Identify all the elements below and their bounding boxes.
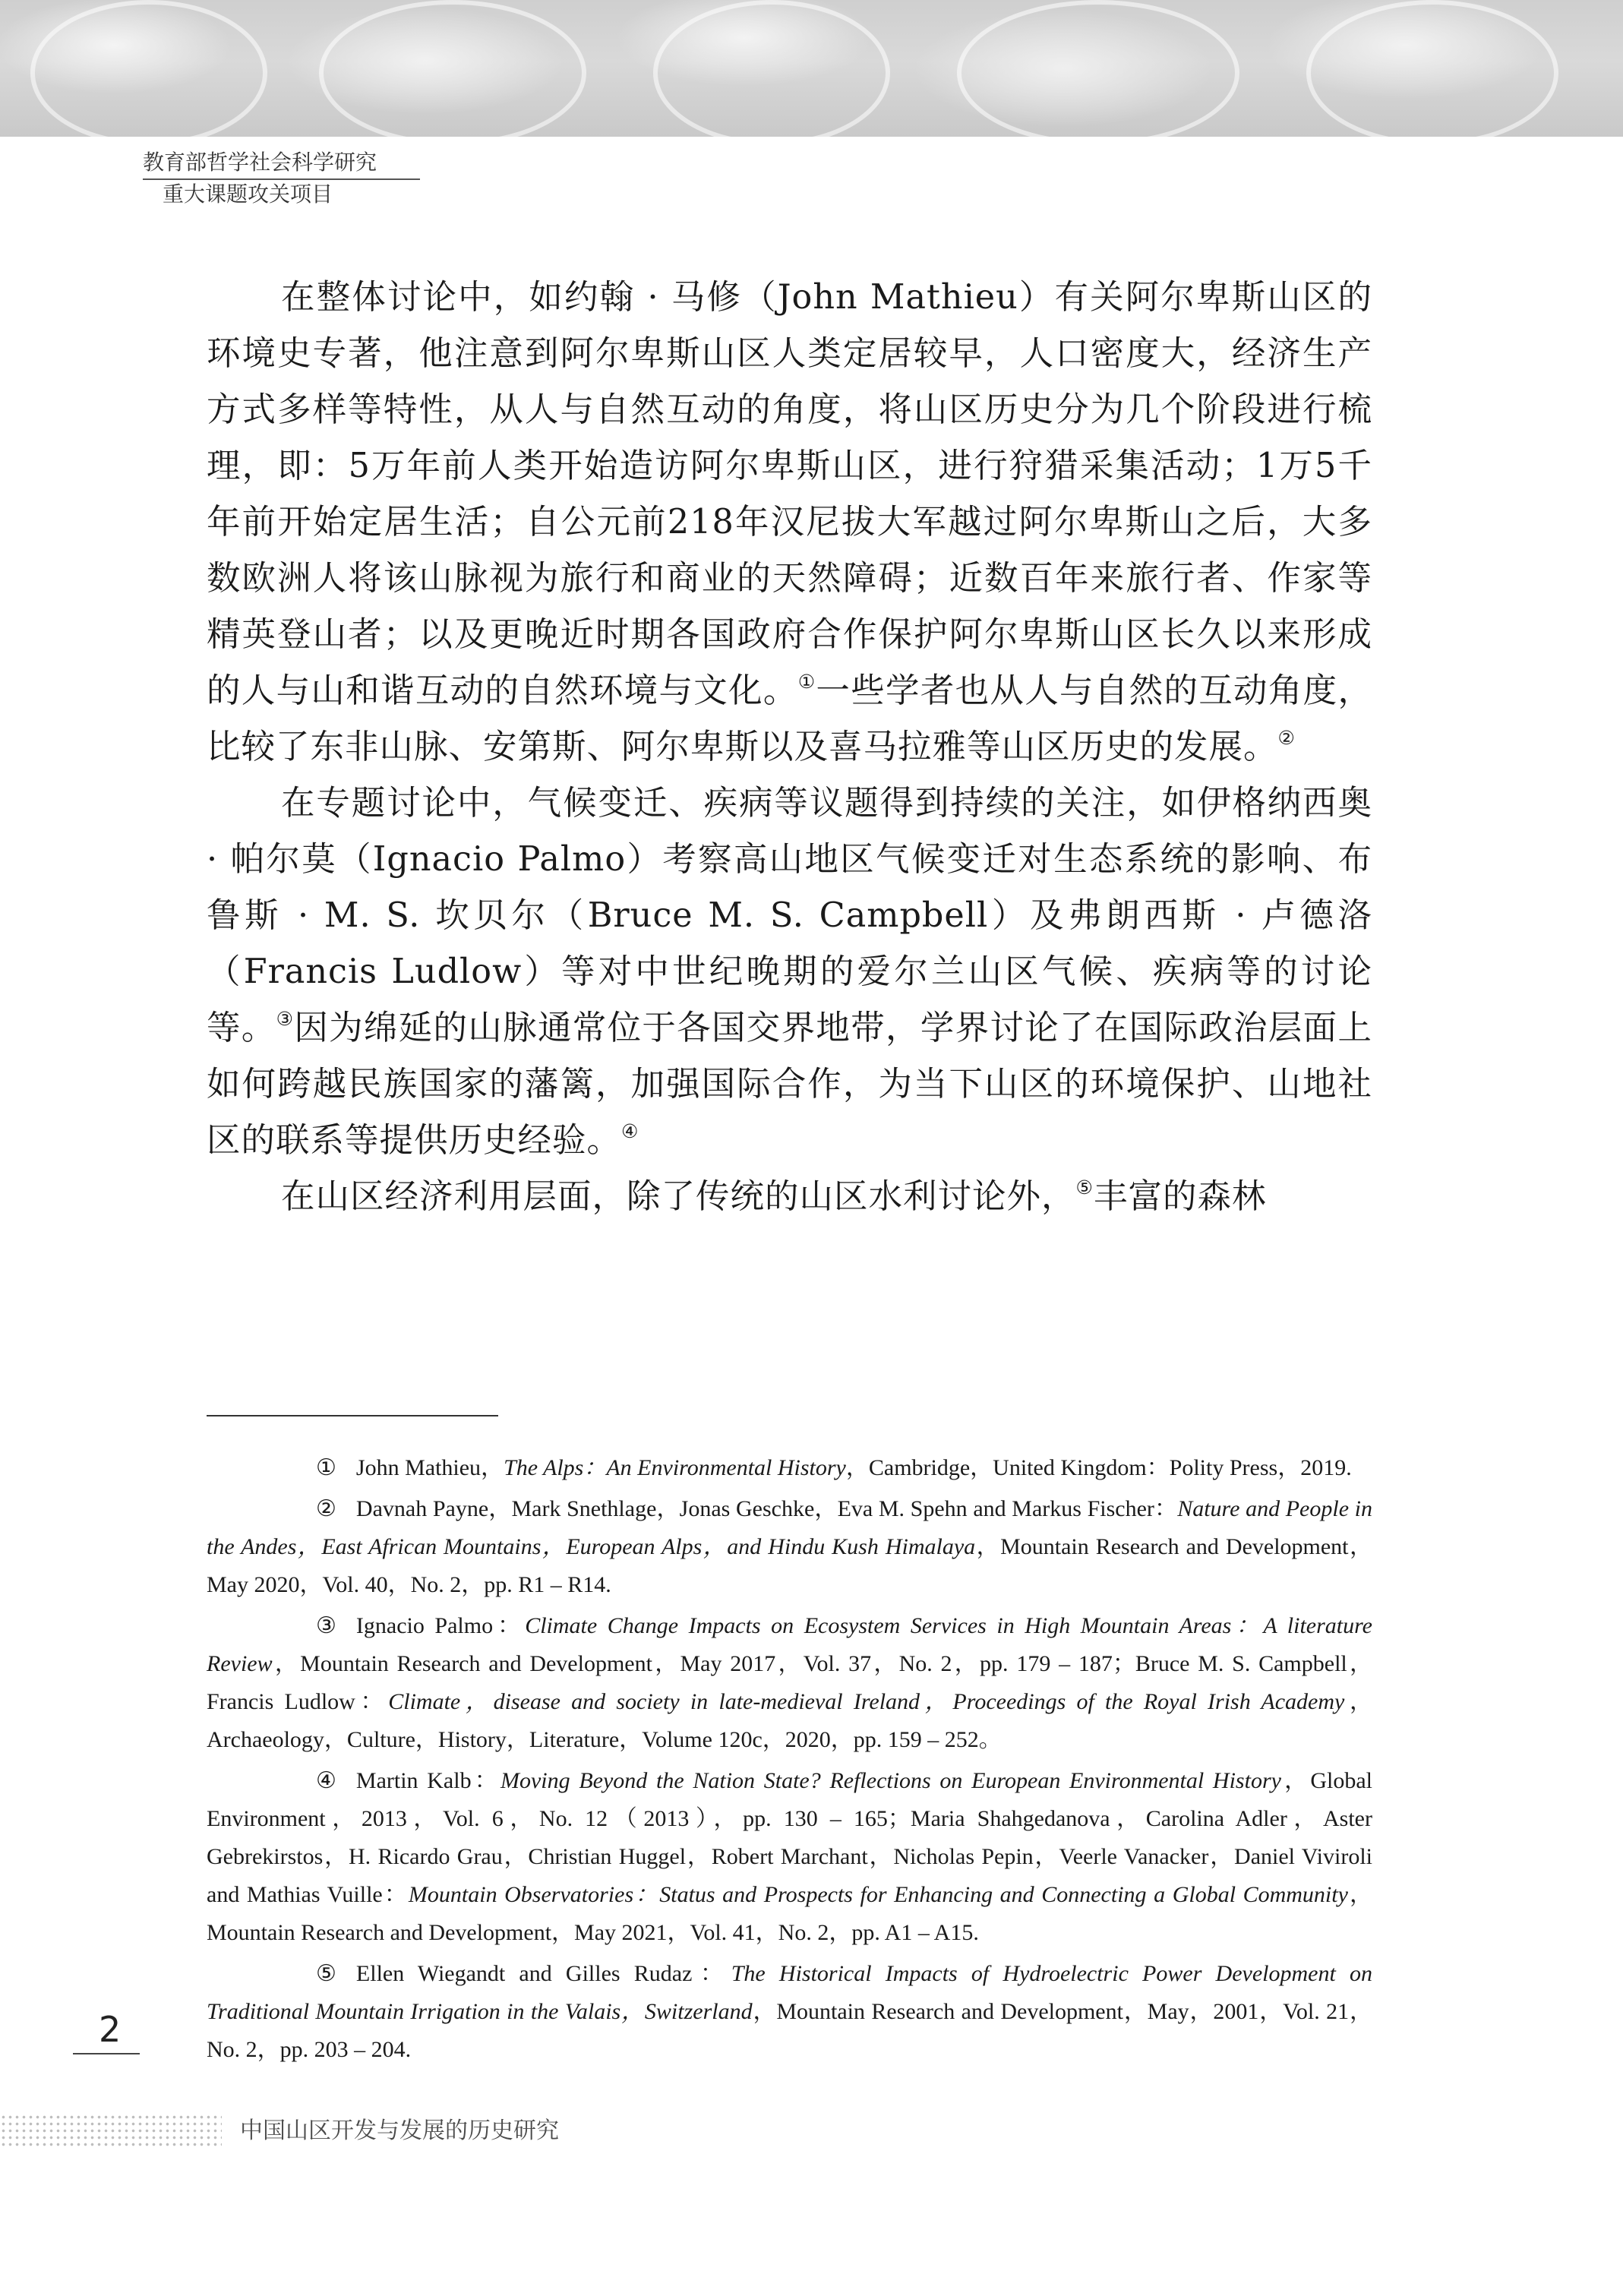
footnote-text: Martin Kalb： bbox=[355, 1768, 500, 1793]
footnote-title: The Alps：An Environmental History bbox=[504, 1455, 846, 1480]
footnote-title: Climate Change Impacts on Ecosystem Services in High Mountain Areas：A literature Review bbox=[207, 1613, 1372, 1676]
footnote-text: ，Archaeology，Culture，History，Literature，Volume 120c，2020，pp. 159 – 252。 bbox=[207, 1689, 1373, 1752]
footnote-mark: ⑤ bbox=[316, 1961, 336, 1986]
footnote-mark: ④ bbox=[316, 1768, 336, 1793]
book-title-footer: 中国山区开发与发展的历史研究 bbox=[240, 2118, 559, 2144]
series-title-line1: 教育部哲学社会科学研究 bbox=[143, 148, 420, 180]
footnote-title: Moving Beyond the Nation State? Reflections on European Environmental History bbox=[500, 1768, 1281, 1793]
footnote-text: Ignacio Palmo： bbox=[355, 1613, 526, 1638]
footnote-4 bbox=[207, 1762, 1372, 1952]
paragraph-text: 在专题讨论中，气候变迁、疾病等议题得到持续的关注，如伊格纳西奥 · 帕尔莫（Ignacio Palmo）考察高山地区气候变迁对生态系统的影响、布鲁斯 · M. S. 坎贝尔（Bruce M. S. Campbell）及弗朗西斯 · 卢德洛（Francis Ludlow）等对中世纪晚期的爱尔兰山区气候、疾病等的讨论等。 bbox=[207, 784, 1372, 1047]
footnote-ref-5: ⑤ bbox=[1075, 1176, 1094, 1199]
footnote-mark: ② bbox=[316, 1496, 336, 1521]
footnote-title: The Historical Impacts of Hydroelectric Power Development on Traditional Mountain Irrigation in the Valais，Switzerland bbox=[207, 1961, 1372, 2024]
footnote-mark: ③ bbox=[316, 1613, 336, 1638]
dotted-decoration bbox=[0, 2114, 222, 2147]
footnote-text: ，Mountain Research and Development，May 2017，Vol. 37，No. 2，pp. 179 – 187；Bruce M. S. Campbell，Francis Ludlow： bbox=[207, 1651, 1372, 1714]
footnote-3 bbox=[207, 1607, 1372, 1759]
series-title-line2: 重大课题攻关项目 bbox=[163, 182, 333, 207]
main-body-text bbox=[207, 270, 1372, 1225]
footnote-text: Ellen Wiegandt and Gilles Rudaz： bbox=[355, 1961, 731, 1986]
paragraph-text: 在整体讨论中，如约翰 · 马修（John Mathieu）有关阿尔卑斯山区的环境史专著，他注意到阿尔卑斯山区人类定居较早，人口密度大，经济生产方式多样等特性，从人与自然互动的角度，将山区历史分为几个阶段进行梳理，即：5万年前人类开始造访阿尔卑斯山区，进行狩猎采集活动；1万5千年前开始定居生活；自公元前218年汉尼拔大军越过阿尔卑斯山之后，大多数欧洲人将该山脉视为旅行和商业的天然障碍；近数百年来旅行者、作家等精英登山者；以及更晚近时期各国政府合作保护阿尔卑斯山区长久以来形成的人与山和谐互动的自然环境与文化。 bbox=[207, 278, 1372, 710]
footnote-separator bbox=[207, 1415, 498, 1416]
footnote-text: ，Mountain Research and Development，May 2021，Vol. 41，No. 2，pp. A1 – A15. bbox=[207, 1882, 1372, 1945]
decorative-cloud-banner bbox=[0, 0, 1623, 137]
footnote-text: ，Mountain Research and Development，May，2001，Vol. 21，No. 2，pp. 203 – 204. bbox=[207, 1999, 1372, 2062]
paragraph-1 bbox=[207, 270, 1372, 775]
paragraph-2 bbox=[207, 775, 1372, 1169]
paragraph-text: 一些学者也从人与自然的互动角度，比较了东非山脉、安第斯、阿尔卑斯以及喜马拉雅等山区历史的发展。 bbox=[207, 671, 1372, 766]
footnote-title: Nature and People in the Andes，East African Mountains，European Alps，and Hindu Kush Himalaya bbox=[207, 1496, 1372, 1559]
paragraph-text: 在山区经济利用层面，除了传统的山区水利讨论外， bbox=[281, 1177, 1076, 1216]
footnote-ref-4: ④ bbox=[621, 1120, 639, 1142]
page-number-underline bbox=[73, 2053, 140, 2054]
footnote-text: ，Cambridge，United Kingdom：Polity Press，2019. bbox=[845, 1455, 1352, 1480]
cloud-swirl-decoration bbox=[653, 0, 890, 146]
footnote-ref-2: ② bbox=[1277, 727, 1296, 749]
footnote-5 bbox=[207, 1955, 1372, 2069]
paragraph-text: 丰富的森林 bbox=[1093, 1177, 1267, 1216]
footnotes bbox=[207, 1449, 1372, 2072]
cloud-swirl-decoration bbox=[30, 0, 267, 146]
paragraph-text: 因为绵延的山脉通常位于各国交界地带，学界讨论了在国际政治层面上如何跨越民族国家的藩篱，加强国际合作，为当下山区的环境保护、山地社区的联系等提供历史经验。 bbox=[207, 1009, 1372, 1160]
footnote-text: ，Mountain Research and Development，May 2020，Vol. 40，No. 2，pp. R1 – R14. bbox=[207, 1534, 1372, 1597]
footnote-ref-3: ③ bbox=[276, 1008, 295, 1030]
cloud-swirl-decoration bbox=[319, 0, 586, 146]
footnote-1 bbox=[207, 1449, 1372, 1487]
cloud-swirl-decoration bbox=[1306, 0, 1558, 146]
paragraph-3 bbox=[207, 1169, 1372, 1225]
footnote-text: ，Global Environment，2013，Vol. 6，No. 12（2013），pp. 130 – 165；Maria Shahgedanova，Carolina Adler，Aster Gebrekirstos，H. Ricardo Grau，Christian Huggel，Robert Marchant，Nicholas Pepin，Veerle Vanacker，Daniel Viviroli and Mathias Vuille： bbox=[207, 1768, 1372, 1907]
footnote-text: John Mathieu， bbox=[355, 1455, 504, 1480]
footnote-text: Davnah Payne，Mark Snethlage，Jonas Geschke，Eva M. Spehn and Markus Fischer： bbox=[355, 1496, 1178, 1521]
footnote-mark: ① bbox=[316, 1455, 336, 1480]
footnote-title: Mountain Observatories：Status and Prospects for Enhancing and Connecting a Global Community bbox=[408, 1882, 1348, 1907]
footnote-title: Climate，disease and society in late-medieval Ireland，Proceedings of the Royal Irish Academy bbox=[388, 1689, 1345, 1714]
footnote-ref-1: ① bbox=[797, 671, 816, 693]
page-number: 2 bbox=[99, 2009, 122, 2050]
series-header bbox=[143, 148, 420, 209]
footnote-2 bbox=[207, 1490, 1372, 1604]
cloud-swirl-decoration bbox=[957, 0, 1239, 146]
